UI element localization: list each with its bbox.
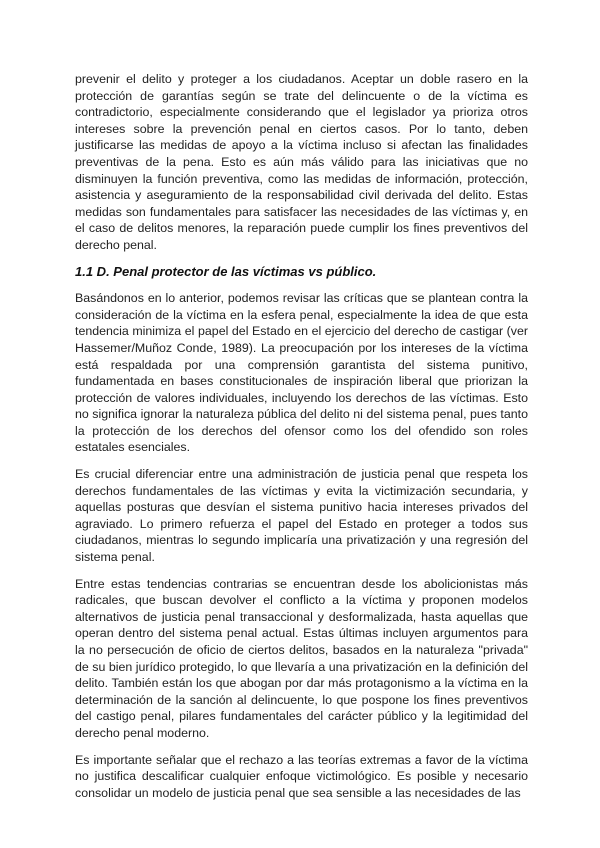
section-heading: 1.1 D. Penal protector de las víctimas vs público.: [75, 263, 377, 279]
paragraph: Es crucial diferenciar entre una administración de justicia penal que respeta los derechos fundamentales de las víctimas y evita la victimización secundaria, y aquellas posturas que desvían el sistema punitivo hacia intereses privados del agraviado. Lo primero refuerza el papel del Estado en proteger a todos sus ciudadanos, mientras lo segundo implicaría una privatización y una regresión del sistema penal.: [75, 467, 528, 565]
paragraph-intro: prevenir el delito y proteger a los ciudadanos. Aceptar un doble rasero en la protección de garantías según se trate del delincuente o de la víctima es contradictorio, especialmente considerando que el legislador ya prioriza otros intereses sobre la prevención penal en ciertos casos. Por lo tanto, deben justificarse las medidas de apoyo a la víctima incluso si afectan las finalidades preventivas de la pena. Esto es aún más válido para las iniciativas que no disminuyen la función preventiva, como las medidas de información, protección, asistencia y aseguramiento de la responsabilidad civil derivada del delito. Estas medidas son fundamentales para satisfacer las necesidades de las víctimas y, en el caso de delitos menores, la reparación puede cumplir los fines preventivos del derecho penal.: [75, 72, 528, 252]
paragraph: Entre estas tendencias contrarias se encuentran desde los abolicionistas más radicales, que buscan devolver el conflicto a la víctima y proponen modelos alternativos de justicia penal transaccional y desformalizada, hasta aquellas que operan dentro del sistema penal actual. Estas últimas incluyen argumentos para la no persecución de oficio de ciertos delitos, basados en la naturaleza "privada" de su bien jurídico protegido, lo que llevaría a una privatización en la definición del delito. También están los que abogan por dar más protagonismo a la víctima en la determinación de la sanción al delincuente, lo que pospone los fines preventivos del castigo penal, pilares fundamentales del carácter público y la legitimidad del derecho penal moderno.: [75, 576, 528, 740]
paragraph: Basándonos en lo anterior, podemos revisar las críticas que se plantean contra la consideración de la víctima en la esfera penal, especialmente la idea de que esta tendencia minimiza el papel del Estado en el ejercicio del derecho de castigar (ver Hassemer/Muñoz Conde, 1989). La preocupación por los intereses de la víctima está respaldada por una comprensión garantista del sistema punitivo, fundamentada en bases constitucionales de inspiración liberal que priorizan la protección de valores individuales, incluyendo los derechos de las víctimas. Esto no significa ignorar la naturaleza pública del delito ni del sistema penal, pues tanto la protección de los derechos del ofensor como los del ofendido son roles estatales esenciales.: [75, 291, 528, 455]
document-page: [75, 71, 528, 811]
paragraph: Es importante señalar que el rechazo a las teorías extremas a favor de la víctima no justifica descalificar cualquier enfoque victimológico. Es posible y necesario consolidar un modelo de justicia penal que sea sensible a las necesidades de las: [75, 752, 528, 800]
